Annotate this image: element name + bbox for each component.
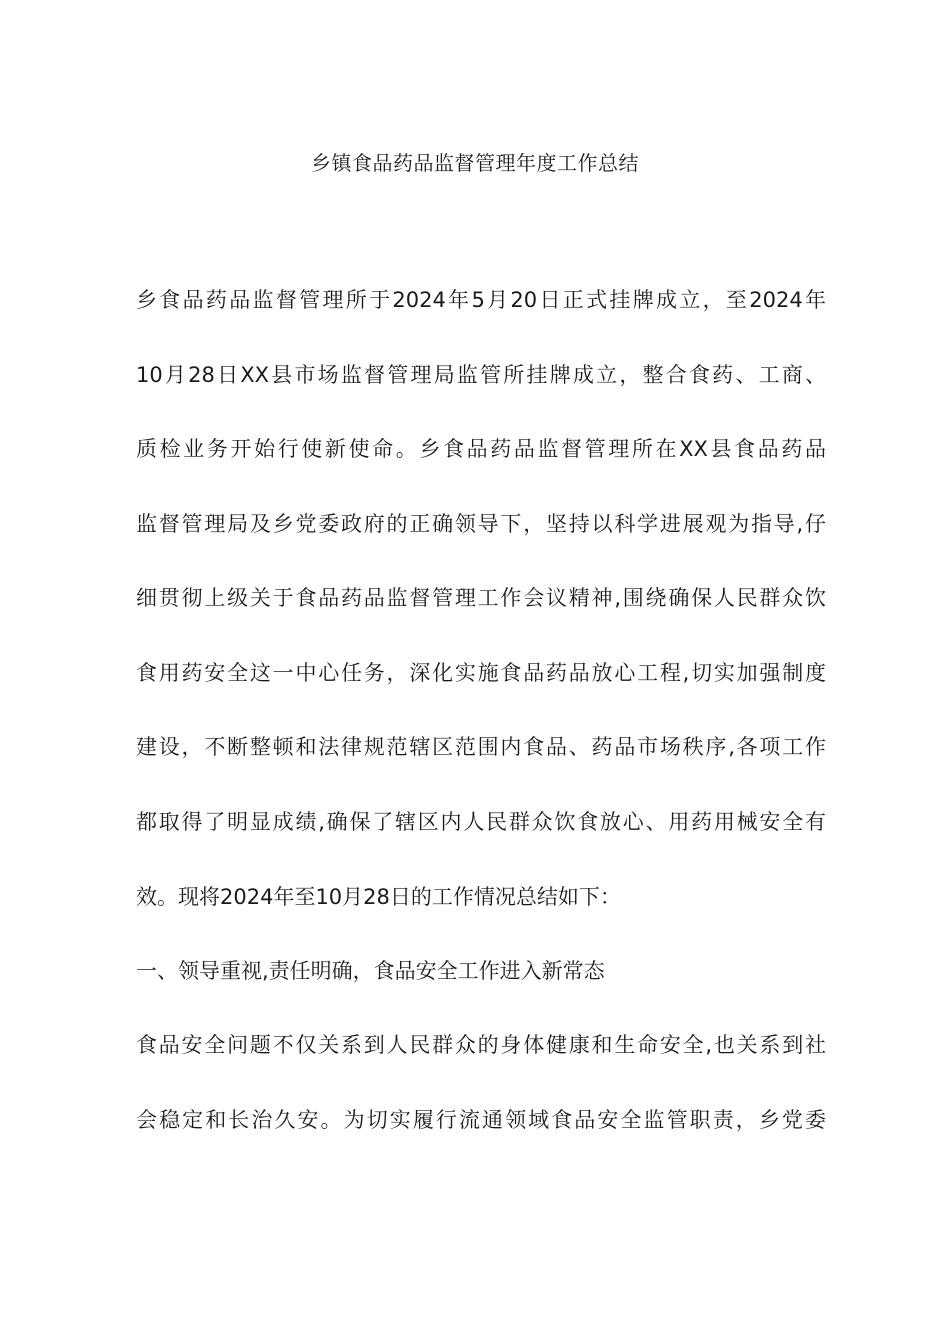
paragraph-line: 食用药安全这一中心任务，深化实施食品药品放心工程,切实加强制度 bbox=[136, 661, 826, 685]
paragraph-line: 建设，不断整顿和法律规范辖区范围内食品、药品市场秩序,各项工作 bbox=[136, 735, 826, 759]
section-heading: 一、领导重视,责任明确，食品安全工作进入新常态 bbox=[136, 959, 605, 983]
paragraph-line: 食品安全问题不仅关系到人民群众的身体健康和生命安全,也关系到社 bbox=[136, 1033, 826, 1057]
paragraph-line: 效。现将2024年至10月28日的工作情况总结如下： bbox=[136, 885, 621, 909]
paragraph-line: 乡食品药品监督管理所于2024年5月20日正式挂牌成立，至2024年 bbox=[136, 288, 826, 312]
paragraph-line: 细贯彻上级关于食品药品监督管理工作会议精神,围绕确保人民群众饮 bbox=[136, 586, 826, 610]
document-title: 乡镇食品药品监督管理年度工作总结 bbox=[311, 151, 639, 175]
paragraph-line: 10月28日XX县市场监督管理局监管所挂牌成立，整合食药、工商、 bbox=[136, 363, 826, 387]
paragraph-line: 会稳定和长治久安。为切实履行流通领域食品安全监管职责，乡党委 bbox=[136, 1108, 826, 1132]
paragraph-line: 质检业务开始行使新使命。乡食品药品监督管理所在XX县食品药品 bbox=[136, 437, 826, 461]
paragraph-line: 都取得了明显成绩,确保了辖区内人民群众饮食放心、用药用械安全有 bbox=[136, 810, 826, 834]
paragraph-line: 监督管理局及乡党委政府的正确领导下，坚持以科学进展观为指导,仔 bbox=[136, 512, 826, 536]
